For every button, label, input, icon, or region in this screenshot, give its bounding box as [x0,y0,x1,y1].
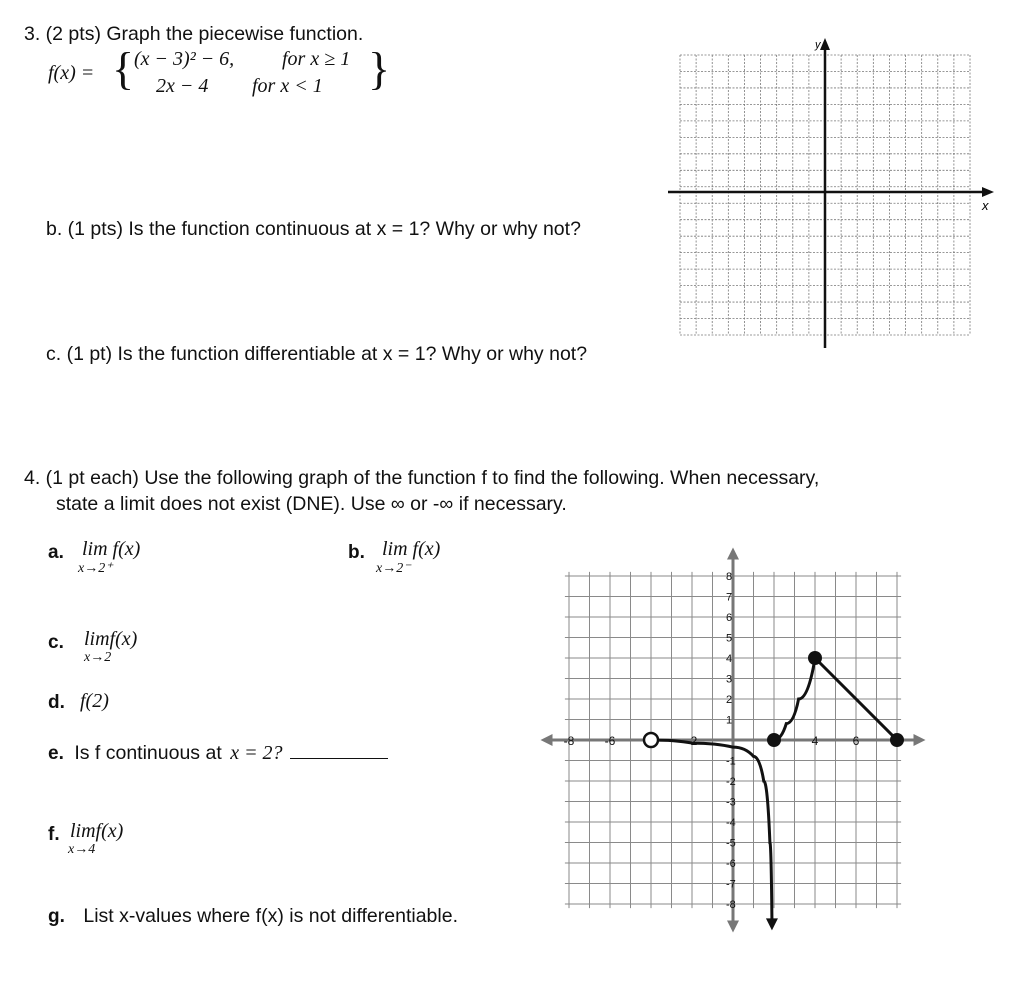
q4-y-tick-label: -7 [726,878,736,891]
q4-y-tick-label: 7 [726,591,733,604]
q4-intro-line1: 4. (1 pt each) Use the following graph of the function f to find the following. When necessary, [24,467,820,489]
q4-y-axis-arrow-down [727,921,739,933]
q3-piece2: 2x − 4 [156,75,209,97]
q4-closed-point [767,733,781,747]
q4-y-tick-label: 1 [726,714,733,727]
q3-y-label: y [815,39,821,51]
q4-a-expr: lim f(x) [82,538,141,560]
q4-c-expr: limf(x) [84,628,138,650]
q4-a-label: a. [48,542,64,563]
q4-y-tick-label: 6 [726,612,733,624]
q3-fx-label: f(x) = [48,62,95,84]
q3-right-brace: } [368,43,391,94]
q4-x-tick-label: 6 [852,734,860,748]
q4-axes [541,548,926,933]
q4-y-tick-label: -4 [726,817,736,829]
q3-blank-grid[interactable] [660,30,1000,355]
q3-cond2: for x < 1 [252,75,323,97]
q3-cond1: for x ≥ 1 [282,48,351,70]
q3-x-label: x [982,198,989,213]
q3-part-c: c. (1 pt) Is the function differentiable at x = 1? Why or why not? [46,343,588,365]
q4-f-sub: x→4 [68,842,96,857]
q4-e-answer-blank[interactable] [290,740,388,759]
q4-y-tick-label: -8 [726,899,736,911]
q3-piecewise-definition [48,43,408,104]
q3-x-axis-arrow [982,187,994,197]
q4-part-e [48,740,388,765]
q4-series-arrow [766,918,778,930]
q4-x-tick-label: -2 [686,734,698,748]
q4-d-expr: f(2) [80,690,109,712]
q4-closed-point [890,733,904,747]
q3-y-axis-arrow [820,38,830,50]
q4-f-label: f. [48,824,60,845]
q4-e-text: Is f continuous at [74,742,222,764]
q3-left-brace: { [112,43,135,94]
q4-b-expr: lim f(x) [382,538,441,560]
q4-y-tick-label: -6 [726,858,736,870]
q4-x-axis-arrow-left [541,734,553,746]
q4-f-expr: limf(x) [70,820,124,842]
q3-piece1: (x − 3)² − 6, [134,48,235,70]
q4-x-tick-label: 4 [811,734,819,748]
q4-y-tick-label: -5 [726,837,736,850]
q4-intro-line2: state a limit does not exist (DNE). Use ∞ or -∞ if necessary. [56,493,567,515]
q4-d-label: d. [48,692,65,713]
q4-b-sub: x→2⁻ [376,561,411,576]
q4-y-tick-label: -2 [726,776,736,788]
q4-open-point [644,733,658,747]
q4-y-tick-label: 4 [726,653,733,665]
q4-a-sub: x→2⁺ [78,561,113,576]
q4-e-math: x = 2? [230,742,283,764]
q4-x-tick-label: -6 [604,734,616,748]
q4-y-tick-label: -3 [726,796,736,809]
q4-y-axis-arrow-up [727,548,739,560]
q4-part-g [48,904,458,928]
q3-part-b: b. (1 pts) Is the function continuous at x = 1? Why or why not? [46,218,581,240]
q4-c-sub: x→2 [84,650,112,665]
q4-x-tick-label: -8 [563,734,575,748]
q4-y-tick-label: 2 [726,694,733,706]
q4-y-tick-label: 5 [726,632,733,645]
q4-e-label: e. [48,743,64,764]
q4-x-axis-arrow-right [914,734,926,746]
q4-closed-point [808,651,822,665]
q4-y-tick-label: 3 [726,673,733,686]
q4-y-tick-label: -1 [726,755,736,768]
q3-heading: 3. (2 pts) Graph the piecewise function. [24,23,364,45]
q4-g-text: List x-values where f(x) is not differentiable. [83,905,458,927]
q4-function-graph [528,530,940,940]
q4-g-label: g. [48,906,65,927]
q4-b-label: b. [348,542,365,563]
q4-y-tick-label: 8 [726,571,733,583]
q4-c-label: c. [48,632,64,653]
